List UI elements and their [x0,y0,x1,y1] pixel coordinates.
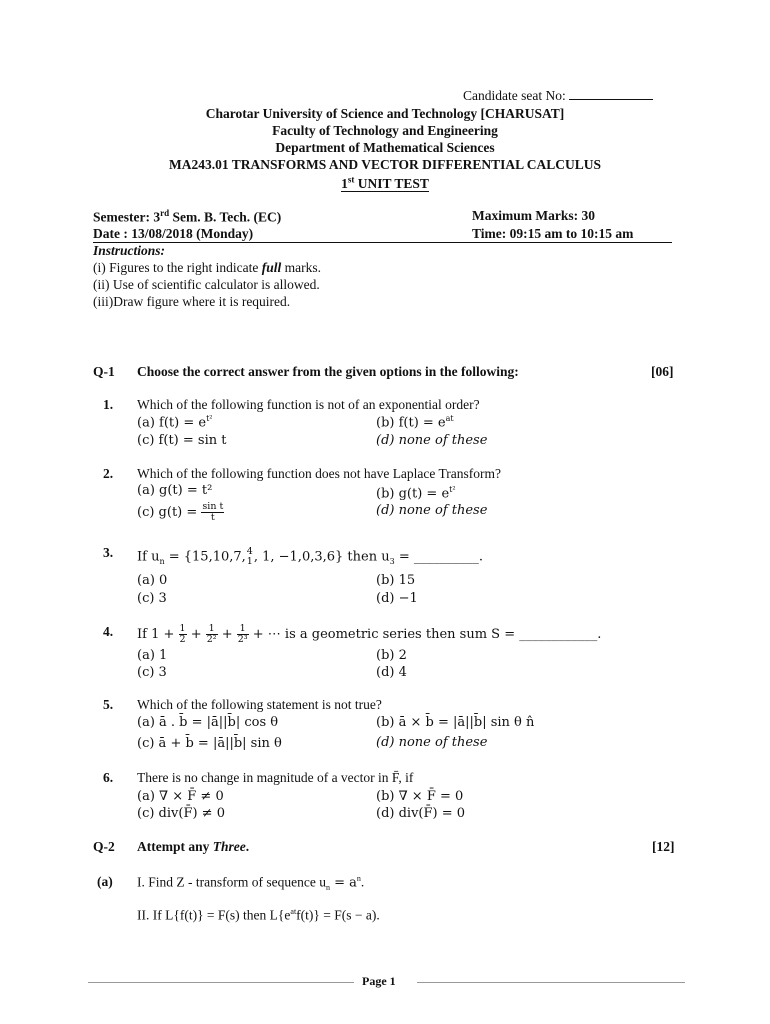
q1-item6-option-b: (b) ∇ × F̄ = 0 [376,789,464,804]
q1-item5-option-b: (b) ā × b̄ = |ā||b̄| sin θ n̂ [376,715,535,730]
q1-item3-number: 3. [103,545,114,560]
instruction-1: (i) Figures to the right indicate full marks. [93,260,321,275]
q2-part-a-II: II. If L{f(t)} = F(s) then $L\{e^{at}f(t)\} = F(s - a)$. [137,907,380,923]
q1-item5-option-c: (c) ā + b̄ = |ā||b̄| sin θ [137,736,282,751]
footer-rule-right [417,982,685,983]
university-name: Charotar University of Science and Technology [CHARUSAT] [205,106,565,121]
q1-item2-question: Which of the following function does not have Laplace Transform? [137,466,502,481]
q1-item4-option-d: (d) 4 [376,665,407,680]
q1-item3-option-a: (a) 0 [137,573,168,588]
q1-item6-option-c: (c) div(F̄) ≠ 0 [137,806,225,821]
footer-rule-left [88,982,354,983]
page-number: Page 1 [362,974,396,988]
q1-marks: [06] [651,364,674,379]
q1-item6-question: There is no change in magnitude of a vector in F̄, if [137,770,414,785]
q1-item1-number: 1. [103,397,114,412]
faculty-name: Faculty of Technology and Engineering [272,123,498,138]
q1-number: Q-1 [93,364,115,379]
q1-item2-option-d: (d) none of these [376,503,488,518]
q1-item1-question: Which of the following function is not of an exponential order? [137,397,480,412]
q2-part-a-I: I. Find Z - transform of sequence $u_n = a^n$. [137,874,365,893]
exam-date: Date : 13/08/2018 (Monday) [93,226,254,241]
q1-item6-option-d: (d) div(F̄) = 0 [376,806,466,821]
seat-number-line [463,88,653,104]
q1-item3-option-b: (b) 15 [376,573,416,588]
q1-item4-question: If 1 + $\frac{1}{2}$ + $\frac{1}{\text{2²}}$ + $\frac{1}{\text{2³}}$ + ⋯ is a geometric series then sum S = ____________. [137,623,602,645]
instruction-2: (ii) Use of scientific calculator is allowed. [93,277,320,292]
course-title: MA243.01 TRANSFORMS AND VECTOR DIFFERENTIAL CALCULUS [168,157,602,172]
seat-label: Candidate seat No: [463,88,566,103]
q1-item5-question: Which of the following statement is not true? [137,697,382,712]
exam-time: Time: 09:15 am to 10:15 am [472,226,634,241]
q1-item1-option-d: (d) none of these [376,433,488,448]
q1-item2-number: 2. [103,466,114,481]
q1-item6-number: 6. [103,770,114,785]
q1-item1-option-b: (b) $f(t) = e^{at}$ [376,414,454,431]
q1-item1-option-c: (c) f(t) = sin t [137,433,227,448]
date-time-row [93,226,672,243]
max-marks: Maximum Marks: 30 [472,208,595,223]
q2-number: Q-2 [93,839,115,854]
test-title: 1st UNIT TEST [341,174,429,191]
q1-item2-option-a: (a) g(t) = t² [137,483,213,498]
instruction-3: (iii)Draw figure where it is required. [93,294,291,309]
q1-item5-option-a: (a) ā . b̄ = |ā||b̄| cos θ [137,715,279,730]
seat-blank [569,99,653,100]
q1-item4-option-c: (c) 3 [137,665,167,680]
q1-item6-option-a: (a) ∇ × F̄ ≠ 0 [137,789,224,804]
q1-item2-option-c: (c) g(t) = $\frac{\text{sin t}}{t}$ [137,501,224,523]
semester-info: Semester: 3rd Sem. B. Tech. (EC) [93,208,282,225]
q2-title: Attempt any Three. [137,839,250,854]
instructions-title: Instructions: [93,243,166,258]
q1-title: Choose the correct answer from the given options in the following: [137,364,519,379]
q2-part-a: (a) [97,874,113,889]
q1-item4-option-b: (b) 2 [376,648,407,663]
q1-item3-option-d: (d) −1 [376,591,418,606]
q1-item1-option-a: (a) $f(t) = e^{t^2}$ [137,414,213,431]
q1-item2-option-b: (b) $g(t) = e^{t^2}$ [376,485,456,502]
q1-item3-question: If $u_n = \{15,10,7$, 4 1 , 1, −1,0,3,6} then $u_3$ = __________. [137,546,483,567]
q1-item5-option-d: (d) none of these [376,735,488,750]
q1-item4-number: 4. [103,624,114,639]
q1-item4-option-a: (a) 1 [137,648,168,663]
q2-marks: [12] [652,839,675,854]
q1-item5-number: 5. [103,697,114,712]
q1-item3-option-c: (c) 3 [137,591,167,606]
department-name: Department of Mathematical Sciences [275,140,495,155]
